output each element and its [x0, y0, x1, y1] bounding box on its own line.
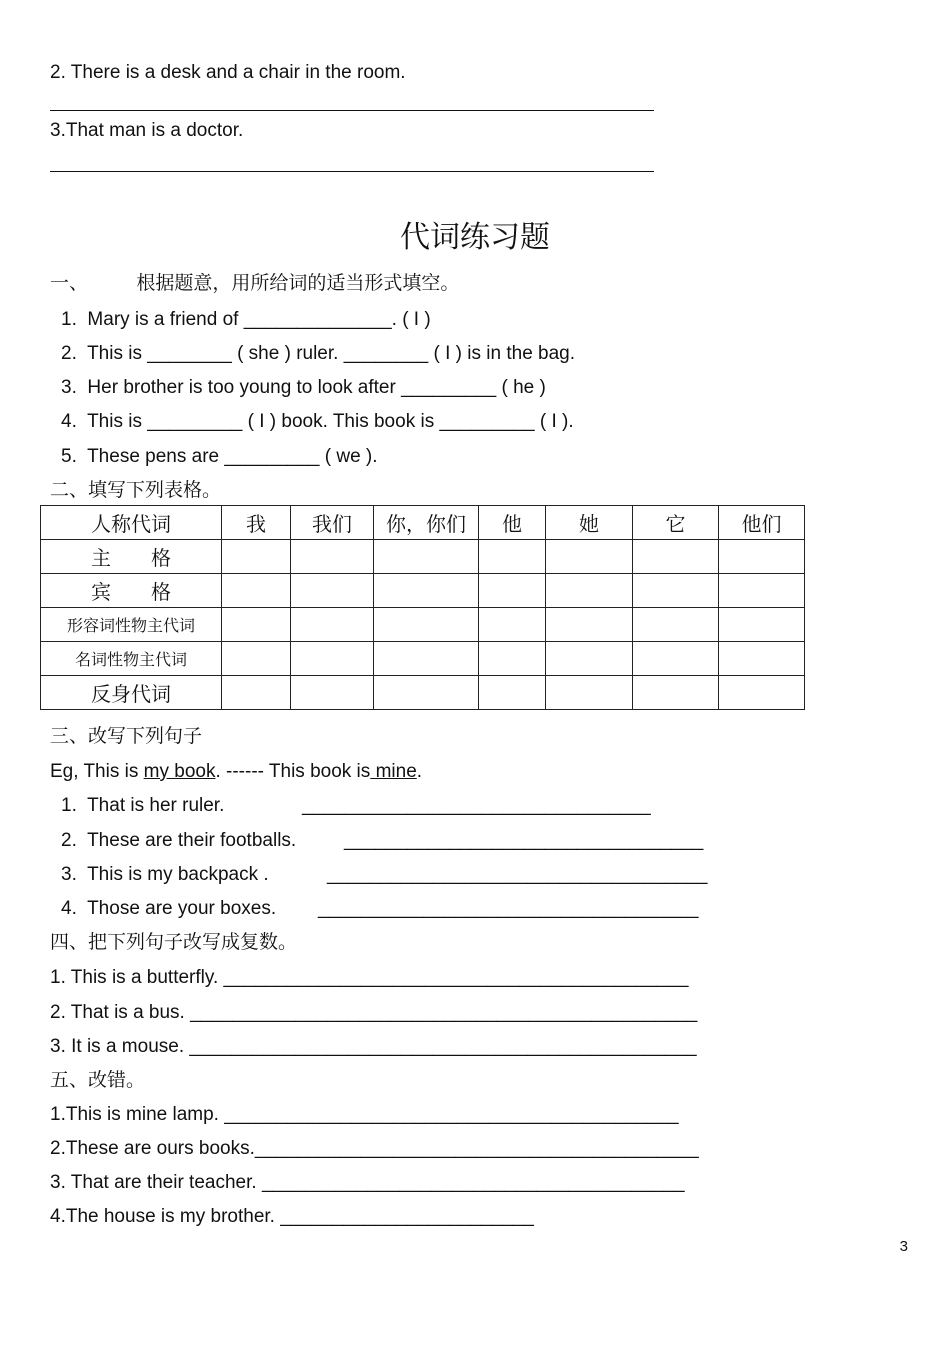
page-title: 代词练习题: [400, 220, 550, 255]
item-number: 3.: [61, 377, 77, 398]
blank-cell[interactable]: [546, 676, 633, 710]
row-label: 名词性物主代词: [41, 642, 222, 676]
example-text: Eg, This is: [50, 761, 144, 782]
blank-cell[interactable]: [719, 676, 805, 710]
plural-item: 1. This is a butterfly. ____________________________________________: [50, 967, 689, 988]
fill-item: [61, 308, 431, 332]
header-cell: 它: [633, 506, 719, 540]
answer-line: [50, 110, 654, 111]
answer-blank: ____________________________________: [318, 898, 699, 919]
blank-cell[interactable]: [546, 608, 633, 642]
item-number: 5.: [61, 446, 77, 467]
section-5-heading: 五、改错。: [50, 1069, 146, 1091]
item-text: These pens are _________ ( we ).: [87, 446, 378, 467]
item-text: These are their footballs.: [87, 830, 297, 851]
blank-cell[interactable]: [374, 676, 479, 710]
table-row: [41, 642, 805, 676]
blank-cell[interactable]: [719, 540, 805, 574]
item-number: 4.: [61, 898, 77, 919]
fill-item: [61, 445, 378, 469]
row-label: 反身代词: [41, 676, 222, 710]
table-row: [41, 574, 805, 608]
sentence-2: 2. There is a desk and a chair in the room.: [50, 62, 406, 83]
blank-cell[interactable]: [374, 642, 479, 676]
blank-cell[interactable]: [719, 642, 805, 676]
answer-blank: _________________________________: [302, 795, 651, 816]
header-cell: 他: [479, 506, 546, 540]
answer-line: [50, 171, 654, 172]
blank-cell[interactable]: [222, 608, 291, 642]
example-sentence: [50, 760, 422, 784]
item-text: This is _________ ( I ) book. This book is _________ ( I ).: [87, 411, 574, 432]
blank-cell[interactable]: [633, 642, 719, 676]
blank-cell[interactable]: [222, 676, 291, 710]
section-3-heading: 三、改写下列句子: [50, 725, 203, 747]
table-row: [41, 540, 805, 574]
item-number: 1.: [61, 795, 77, 816]
blank-cell[interactable]: [479, 642, 546, 676]
pronoun-table: [40, 505, 805, 710]
blank-cell[interactable]: [633, 540, 719, 574]
item-text: This is ________ ( she ) ruler. ________ ( I ) is in the bag.: [87, 343, 576, 364]
blank-cell[interactable]: [719, 574, 805, 608]
item-number: 2.: [61, 830, 77, 851]
header-cell: 我: [222, 506, 291, 540]
blank-cell[interactable]: [374, 574, 479, 608]
fill-item: [61, 376, 546, 400]
table-row: [41, 608, 805, 642]
blank-cell[interactable]: [479, 574, 546, 608]
blank-cell[interactable]: [291, 642, 374, 676]
blank-cell[interactable]: [222, 642, 291, 676]
answer-blank: ____________________________________: [327, 864, 708, 885]
blank-cell[interactable]: [479, 608, 546, 642]
header-cell: 我们: [291, 506, 374, 540]
fill-item: [61, 410, 574, 434]
example-underlined: mine: [370, 761, 417, 782]
row-label: 形容词性物主代词: [41, 608, 222, 642]
item-text: Those are your boxes.: [87, 898, 277, 919]
item-text: Mary is a friend of ______________. ( I ): [87, 309, 431, 330]
rewrite-item: [61, 794, 224, 818]
example-text: . ------ This book is: [215, 761, 371, 782]
blank-cell[interactable]: [546, 642, 633, 676]
blank-cell[interactable]: [719, 608, 805, 642]
answer-blank: __________________________________: [344, 830, 704, 851]
header-cell: 她: [546, 506, 633, 540]
header-cell: 你，你们: [374, 506, 479, 540]
rewrite-item: [61, 829, 296, 853]
blank-cell[interactable]: [291, 676, 374, 710]
blank-cell[interactable]: [633, 608, 719, 642]
blank-cell[interactable]: [374, 540, 479, 574]
item-number: 1.: [61, 309, 77, 330]
blank-cell[interactable]: [479, 540, 546, 574]
item-text: That is her ruler.: [87, 795, 225, 816]
example-underlined: my book: [143, 761, 216, 782]
blank-cell[interactable]: [546, 540, 633, 574]
correction-item: 1.This is mine lamp. ___________________________________________: [50, 1104, 679, 1125]
correction-item: 4.The house is my brother. ________________________: [50, 1206, 534, 1227]
correction-item: 2.These are ours books.__________________________________________: [50, 1138, 699, 1159]
item-number: 2.: [61, 343, 77, 364]
page-number: 3: [899, 1238, 908, 1255]
correction-item: 3. That are their teacher. ________________________________________: [50, 1172, 685, 1193]
item-text: Her brother is too young to look after _________ ( he ): [87, 377, 546, 398]
section-4-heading: 四、把下列句子改写成复数。: [50, 931, 298, 953]
blank-cell[interactable]: [291, 574, 374, 608]
blank-cell[interactable]: [479, 676, 546, 710]
header-cell: 人称代词: [41, 506, 222, 540]
blank-cell[interactable]: [546, 574, 633, 608]
blank-cell[interactable]: [633, 676, 719, 710]
section-2-heading: 二、填写下列表格。: [50, 479, 222, 501]
table-header-row: [41, 506, 805, 540]
rewrite-item: [61, 897, 276, 921]
rewrite-item: [61, 863, 269, 887]
item-text: This is my backpack .: [87, 864, 269, 885]
row-label: 主 格: [41, 540, 222, 574]
blank-cell[interactable]: [222, 540, 291, 574]
fill-item: [61, 342, 575, 366]
sentence-3: 3.That man is a doctor.: [50, 120, 244, 141]
item-number: 4.: [61, 411, 77, 432]
blank-cell[interactable]: [291, 540, 374, 574]
example-text: .: [416, 761, 423, 782]
plural-item: 3. It is a mouse. ________________________________________________: [50, 1036, 697, 1057]
row-label: 宾 格: [41, 574, 222, 608]
plural-item: 2. That is a bus. ________________________________________________: [50, 1002, 698, 1023]
section-1-heading: 一、 根据题意，用所给词的适当形式填空。: [50, 272, 460, 294]
header-cell: 他们: [719, 506, 805, 540]
blank-cell[interactable]: [291, 608, 374, 642]
item-number: 3.: [61, 864, 77, 885]
table-row: [41, 676, 805, 710]
blank-cell[interactable]: [633, 574, 719, 608]
blank-cell[interactable]: [222, 574, 291, 608]
blank-cell[interactable]: [374, 608, 479, 642]
